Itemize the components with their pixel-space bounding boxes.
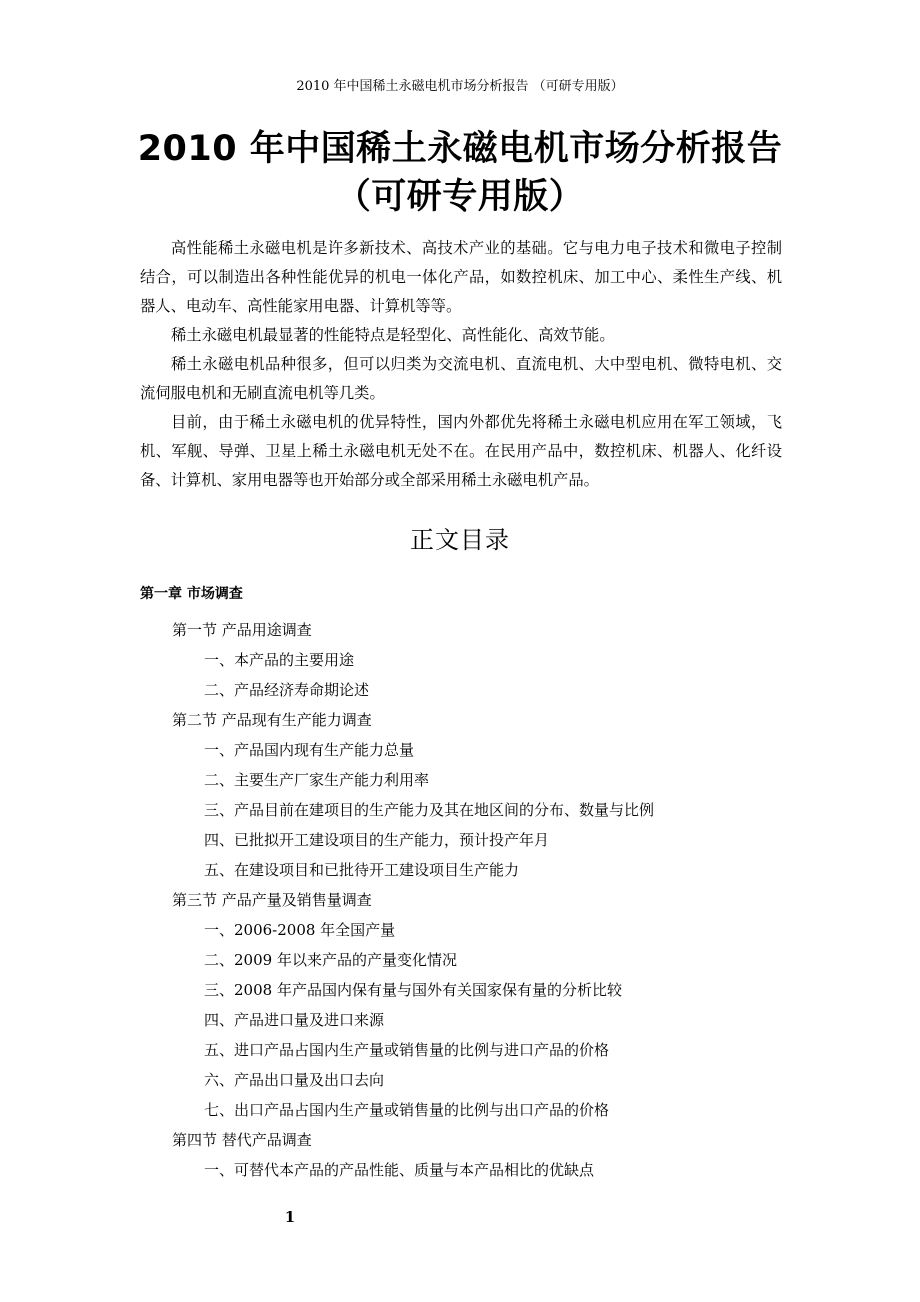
toc-item-entry: 二、产品经济寿命期论述	[204, 681, 370, 699]
toc-item-entry: 一、2006-2008 年全国产量	[204, 921, 396, 939]
toc-item-entry: 三、产品目前在建项目的生产能力及其在地区间的分布、数量与比例	[204, 801, 655, 819]
intro-paragraph: 稀土永磁电机品种很多，但可以归类为交流电机、直流电机、大中型电机、微特电机、交流伺服电机和无刷直流电机等几类。	[140, 355, 782, 402]
toc-item-entry: 七、出口产品占国内生产量或销售量的比例与出口产品的价格	[204, 1101, 610, 1119]
intro-section	[140, 234, 782, 495]
toc-item-entry: 二、2009 年以来产品的产量变化情况	[204, 951, 457, 969]
intro-paragraph: 高性能稀土永磁电机是许多新技术、高技术产业的基础。它与电力电子技术和微电子控制结合，可以制造出各种性能优异的机电一体化产品，如数控机床、加工中心、柔性生产线、机器人、电动车、高性能家用电器、计算机等等。	[140, 239, 782, 315]
running-header: 2010 年中国稀土永磁电机市场分析报告 （可研专用版）	[296, 79, 624, 94]
toc-item-entry: 三、2008 年产品国内保有量与国外有关国家保有量的分析比较	[204, 981, 622, 999]
page-number: 1	[284, 1208, 296, 1226]
toc-item-entry: 一、产品国内现有生产能力总量	[204, 741, 415, 759]
toc-item-entry: 二、主要生产厂家生产能力利用率	[204, 771, 430, 789]
toc-item-entry: 一、本产品的主要用途	[204, 651, 355, 669]
toc-section-entry: 第一节 产品用途调查	[172, 621, 312, 639]
document-title: 2010 年中国稀土永磁电机市场分析报告	[137, 129, 783, 169]
toc-item-entry: 六、产品出口量及出口去向	[204, 1071, 385, 1089]
intro-paragraph: 稀土永磁电机最显著的性能特点是轻型化、高性能化、高效节能。	[171, 326, 615, 344]
intro-paragraph: 目前，由于稀土永磁电机的优异特性，国内外都优先将稀土永磁电机应用在军工领域，飞机、军舰、导弹、卫星上稀土永磁电机无处不在。在民用产品中，数控机床、机器人、化纤设备、计算机、家用电器等也开始部分或全部采用稀土永磁电机产品。	[140, 413, 782, 489]
toc-item-entry: 五、在建设项目和已批待开工建设项目生产能力	[204, 861, 520, 879]
toc-title: 正文目录	[410, 526, 510, 554]
toc-item-entry: 四、已批拟开工建设项目的生产能力，预计投产年月	[204, 831, 550, 849]
toc-section-entry: 第四节 替代产品调查	[172, 1131, 312, 1149]
toc-item-entry: 一、可替代本产品的产品性能、质量与本产品相比的优缺点	[204, 1161, 595, 1179]
document-subtitle: （可研专用版）	[335, 177, 585, 217]
toc-item-entry: 五、进口产品占国内生产量或销售量的比例与进口产品的价格	[204, 1041, 610, 1059]
toc-section-entry: 第三节 产品产量及销售量调查	[172, 891, 372, 909]
table-of-contents	[0, 579, 920, 1185]
toc-item-entry: 四、产品进口量及进口来源	[204, 1011, 385, 1029]
toc-section-entry: 第二节 产品现有生产能力调查	[172, 711, 372, 729]
toc-chapter-heading: 第一章 市场调查	[140, 586, 243, 602]
